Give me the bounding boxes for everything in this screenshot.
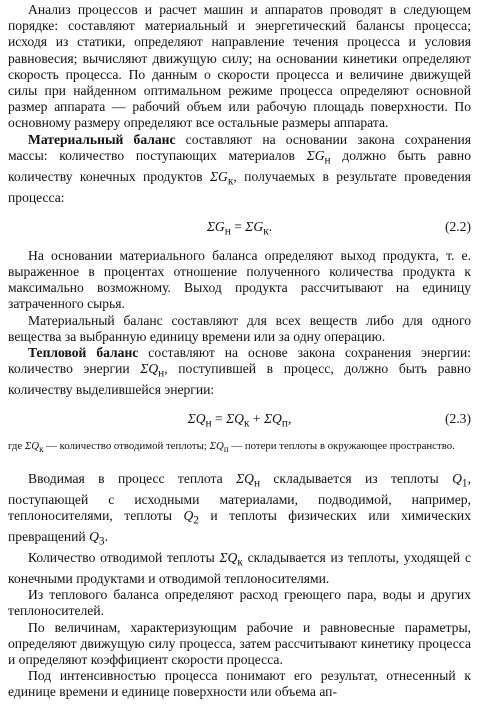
formula-2-2-expression: $\Sigma G_н = \Sigma G_к$. (206, 218, 273, 238)
paragraph-material-balance: Материальный баланс составляют на основании закона сохранения массы: количество поступающих материалов $\Sigma G_н$ должно быть равно количеству конечных продуктов $\Sigma G_к$, получаемых в результате проведения процесса: (8, 131, 472, 205)
formula-note: где $\Sigma Q_к$ — количество отводимой теплоты; $\Sigma Q_п$ — потери теплоты в окружающее пространство. (8, 440, 455, 455)
paragraph-material-balance-scope: Материальный баланс составляют для всех веществ либо для одного вещества за выбранную единицу времени или за одну операцию. (8, 312, 471, 344)
formula-number: (2.2) (444, 218, 471, 234)
formula-2-2 (8, 214, 471, 240)
formula-2-3 (8, 406, 471, 432)
paragraph-heat-balance: Тепловой баланс составляют на основе закона сохранения энергии: количество энергии $\Sigma Q_н$, поступившей в процесс, должно быть равно количеству выделившейся энергии: (8, 345, 472, 398)
paragraph-heat-input: Вводимая в процесс теплота $\Sigma Q_н$ складывается из теплоты $Q_1$, поступающей с исходными материалами, подводимой, например, теплоносителями, теплоты $Q_2$ и теплоты физических или химических превращений $Q_3$. (8, 471, 472, 548)
symbol-sum-g: ΣG (306, 147, 325, 163)
term-heat-balance: Тепловой баланс (28, 345, 139, 361)
formula-2-3-expression: $\Sigma Q_н = \Sigma Q_к + \Sigma Q_п$, (187, 411, 292, 431)
paragraph-process-analysis: Анализ процессов и расчет машин и аппаратов проводят в следующем порядке: составляют материальный и энергетический балансы процесса; исходя из статики, определяют направление течения процесса и условия равновесия; вычисляют движущую силу; на основании кинетики определяют скорость процесса. По данным о скорости процесса и величине движущей силы при найденном оптимальном режиме процесса определяют основной размер аппарата — рабочий объем или рабочую площадь поверхности. По основному размеру определяют все остальные размеры аппарата. (8, 2, 471, 131)
symbol-sum-q: ΣQ (140, 361, 159, 377)
term-material-balance: Материальный баланс (28, 131, 176, 147)
document-page (8, 0, 471, 701)
paragraph-heat-output: Количество отводимой теплоты $\Sigma Q_к$ складывается из теплоты, уходящей с конечными продуктами и отводимой теплоносителями. (8, 550, 471, 586)
formula-number: (2.3) (444, 411, 471, 427)
paragraph-heat-balance-use: Из теплового баланса определяют расход греющего пара, воды и других теплоносителей. (8, 587, 471, 619)
paragraph-product-yield: На основании материального баланса определяют выход продукта, т. е. выраженное в процентах отношение полученного количества продукта к максимально возможному. Выход продукта рассчитывают на единицу затраченного сырья. (8, 247, 471, 312)
symbol-sum-g: ΣG (209, 168, 228, 184)
paragraph-driving-force: По величинам, характеризующим рабочие и равновесные параметры, определяют движущую силу процесса, затем рассчитывают кинетику процесса и определяют коэффициент скорости процесса. (8, 619, 471, 667)
paragraph-process-intensity: Под интенсивностью процесса понимают его результат, отнесенный к единице времени и единице поверхности или объема ап- (8, 668, 471, 700)
